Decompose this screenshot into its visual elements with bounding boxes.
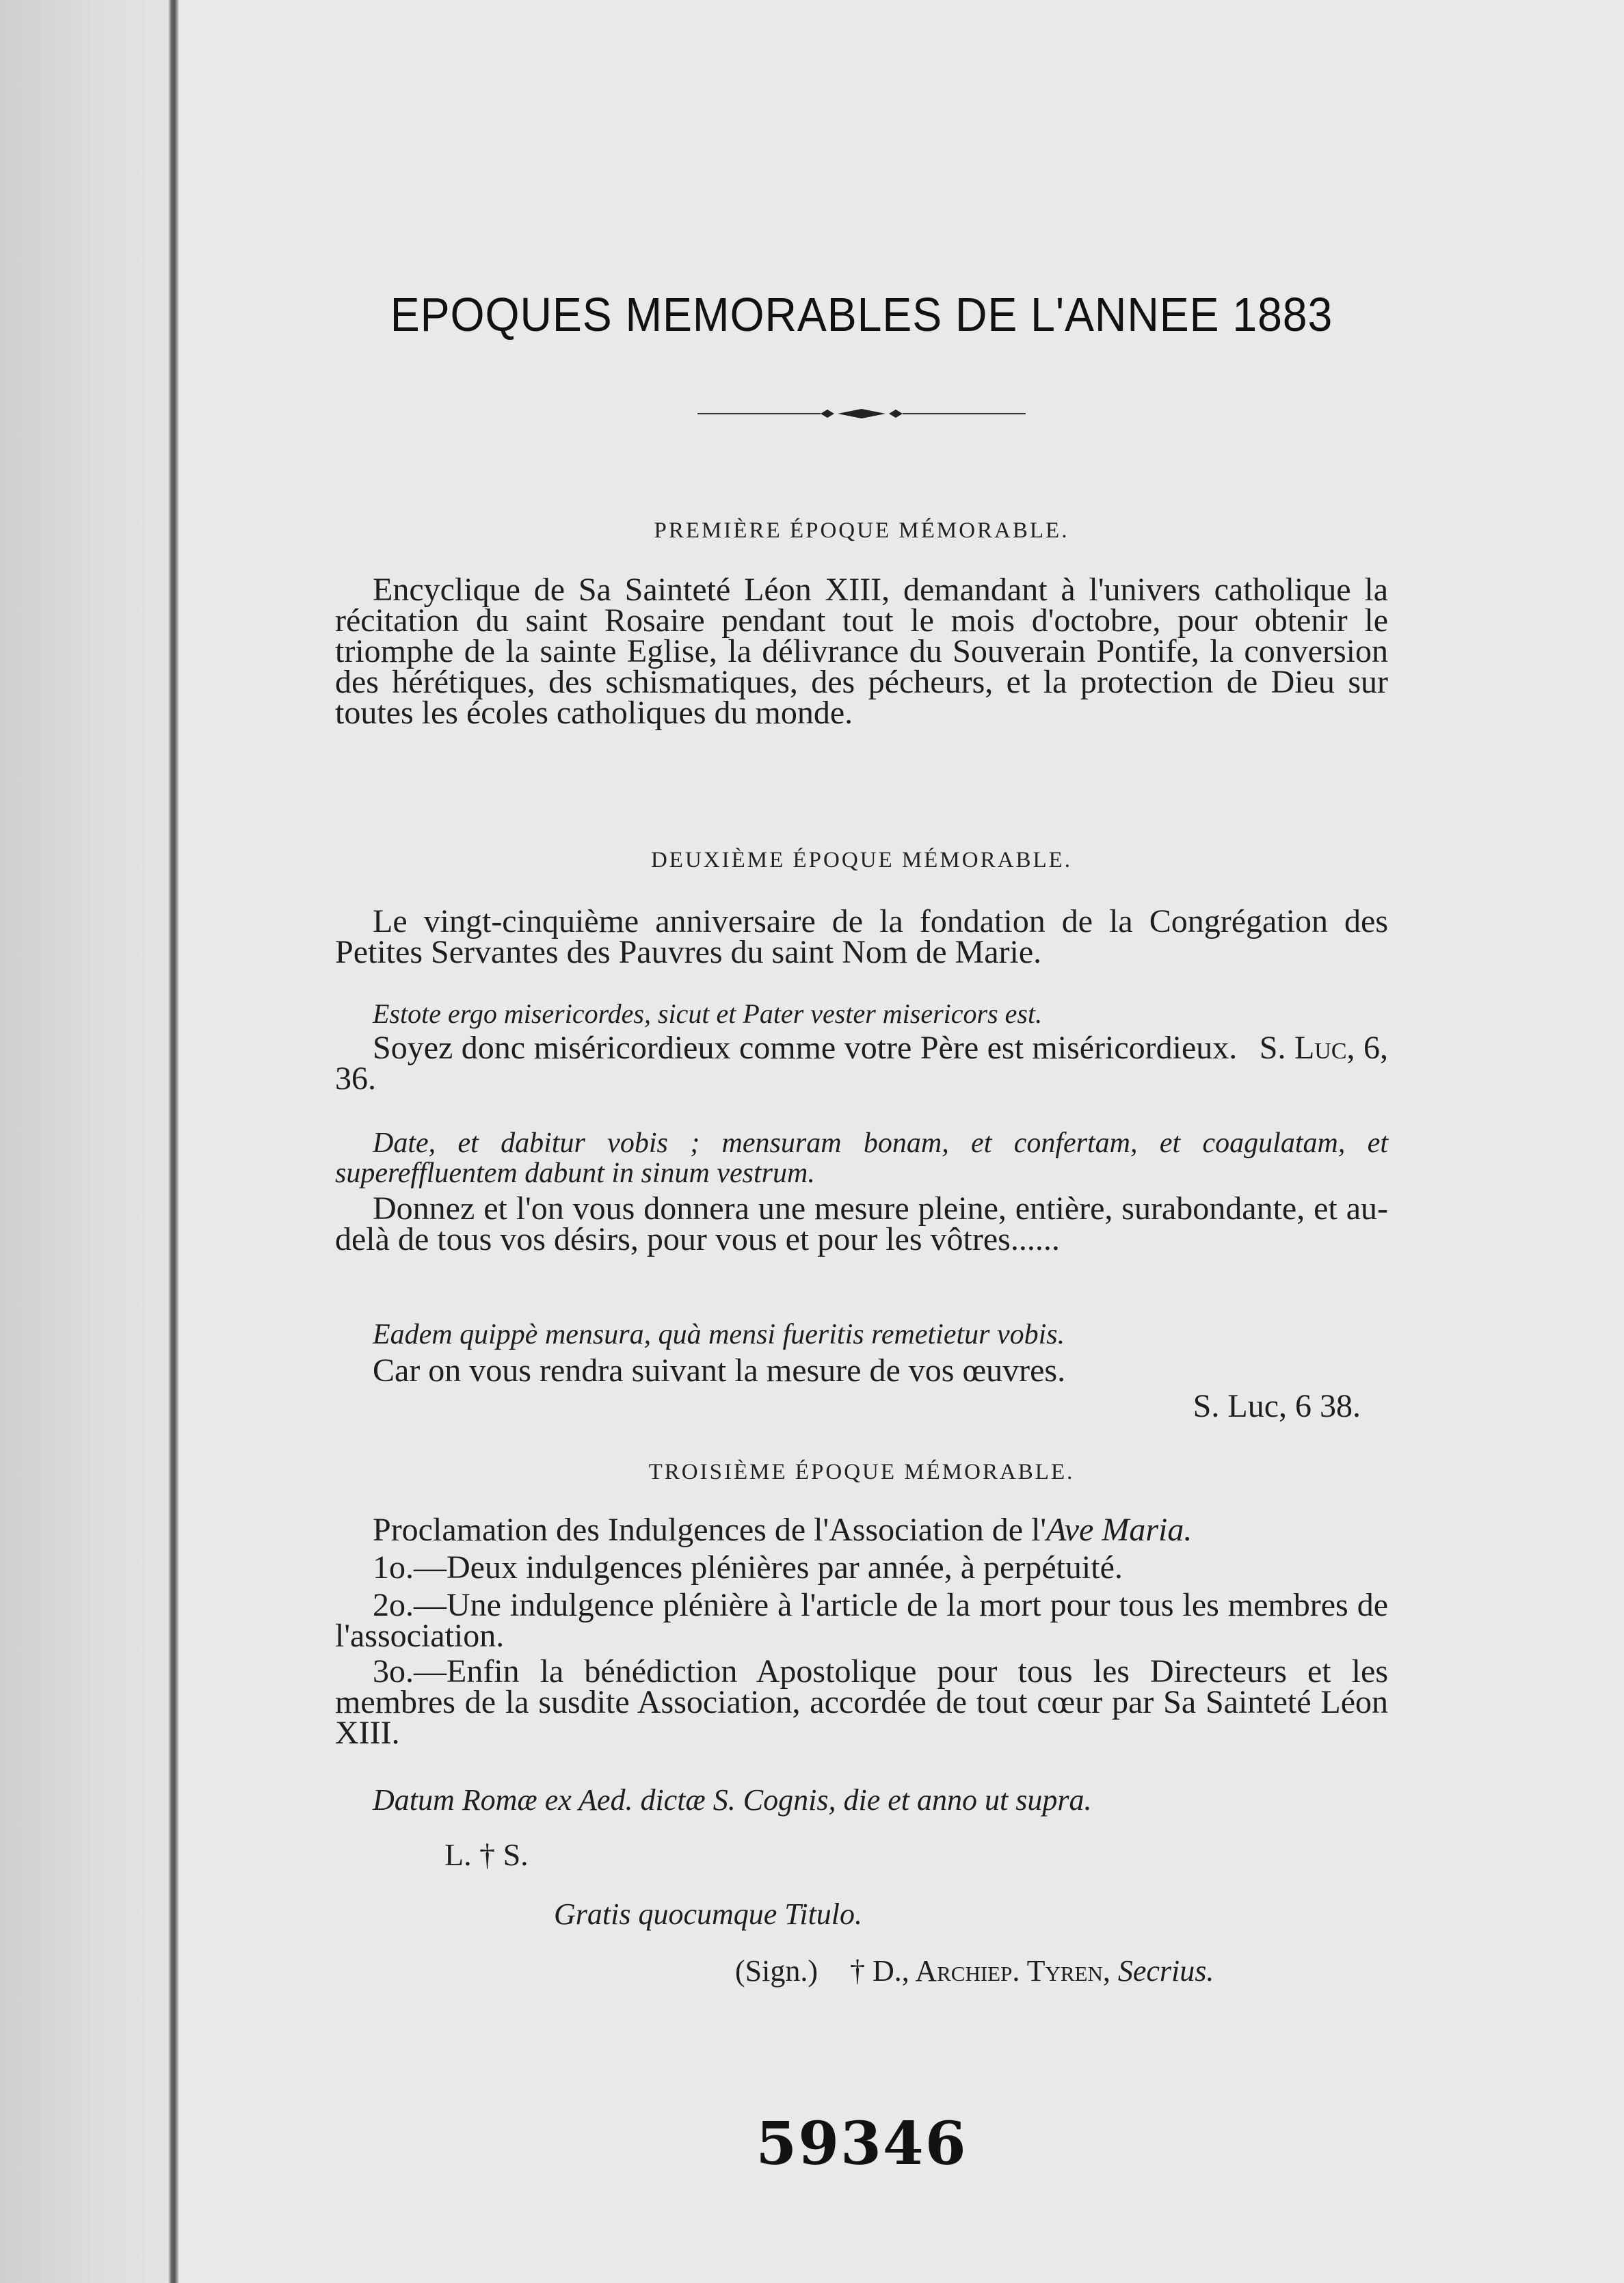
indulgence-item-3: 3o.—Enfin la bénédiction Apostolique pour tous les Directeurs et les membres de la susdite Association, accordée de tout cœur par Sa Sainteté Léon XIII.	[335, 1653, 1388, 1751]
third-intro-line	[335, 1512, 1388, 1548]
gratis-line: Gratis quocumque Titulo.	[554, 1897, 863, 1931]
quote3-french: Car on vous rendra suivant la mesure de vos œuvres.	[373, 1352, 1066, 1389]
quote1-french: Soyez donc miséricordieux comme votre Père est miséricordieux.	[373, 1030, 1238, 1066]
section-heading-second: DEUXIÈME ÉPOQUE MÉMORABLE.	[650, 848, 1073, 872]
page-title: EPOQUES MEMORABLES DE L'ANNEE 1883	[390, 288, 1333, 341]
binding-edge	[168, 0, 179, 2283]
quote3-latin: Eadem quippè mensura, quà mensi fueritis remetietur vobis.	[373, 1319, 1065, 1350]
datum-line: Datum Romæ ex Aed. dictæ S. Cognis, die et anno ut supra.	[373, 1783, 1092, 1817]
quote1-french-block	[335, 1030, 1389, 1097]
signature-name: † D., Archiep. Tyren,	[850, 1954, 1110, 1988]
quote2-latin: Date, et dabitur vobis ; mensuram bonam, et confertam, et coagulatam, et supereffluentem dabunt in sinum vestrum.	[335, 1127, 1388, 1189]
seal-mark: L. † S.	[444, 1837, 529, 1872]
section-heading-first: PREMIÈRE ÉPOQUE MÉMORABLE.	[654, 518, 1069, 543]
page-number: 59346	[756, 2109, 968, 2178]
section-text-second: Le vingt-cinquième anniversaire de la fondation de la Congrégation des Petites Servantes des Pauvres du saint Nom de Marie.	[335, 903, 1388, 970]
quote1-reference: S. Luc, 6, 36.	[335, 1030, 1389, 1097]
signature-prefix: (Sign.)	[735, 1954, 818, 1988]
document-page	[179, 0, 1624, 2283]
indulgence-item-2: 2o.—Une indulgence plénière à l'article de la mort pour tous les membres de l'association.	[335, 1587, 1388, 1654]
third-intro-italic: Ave Maria.	[1046, 1512, 1193, 1548]
quote3-reference: S. Luc, 6 38.	[1193, 1388, 1361, 1424]
third-intro: Proclamation des Indulgences de l'Association de l'	[373, 1512, 1047, 1548]
left-margin	[0, 0, 171, 2283]
quote1-latin: Estote ergo misericordes, sicut et Pater vester misericors est.	[373, 998, 1043, 1029]
section-text-first: Encyclique de Sa Sainteté Léon XIII, demandant à l'univers catholique la récitation du saint Rosaire pendant tout le mois d'octobre, pour obtenir le triomphe de la sainte Eglise, la délivrance du Souverain Pontife, la conversion des hérétiques, des schismatiques, des pécheurs, et la protection de Dieu sur toutes les écoles catholiques du monde.	[335, 572, 1388, 731]
signature-line	[735, 1955, 1392, 1986]
signature-title: Secrius.	[1117, 1954, 1214, 1988]
indulgence-item-1: 1o.—Deux indulgences plénières par année, à perpétuité.	[373, 1549, 1123, 1586]
quote2-french: Donnez et l'on vous donnera une mesure pleine, entière, surabondante, et au-delà de tous vos désirs, pour vous et pour les vôtres......	[335, 1190, 1388, 1257]
title-ornament-divider	[697, 403, 1026, 424]
section-heading-third: TROISIÈME ÉPOQUE MÉMORABLE.	[648, 1460, 1075, 1484]
